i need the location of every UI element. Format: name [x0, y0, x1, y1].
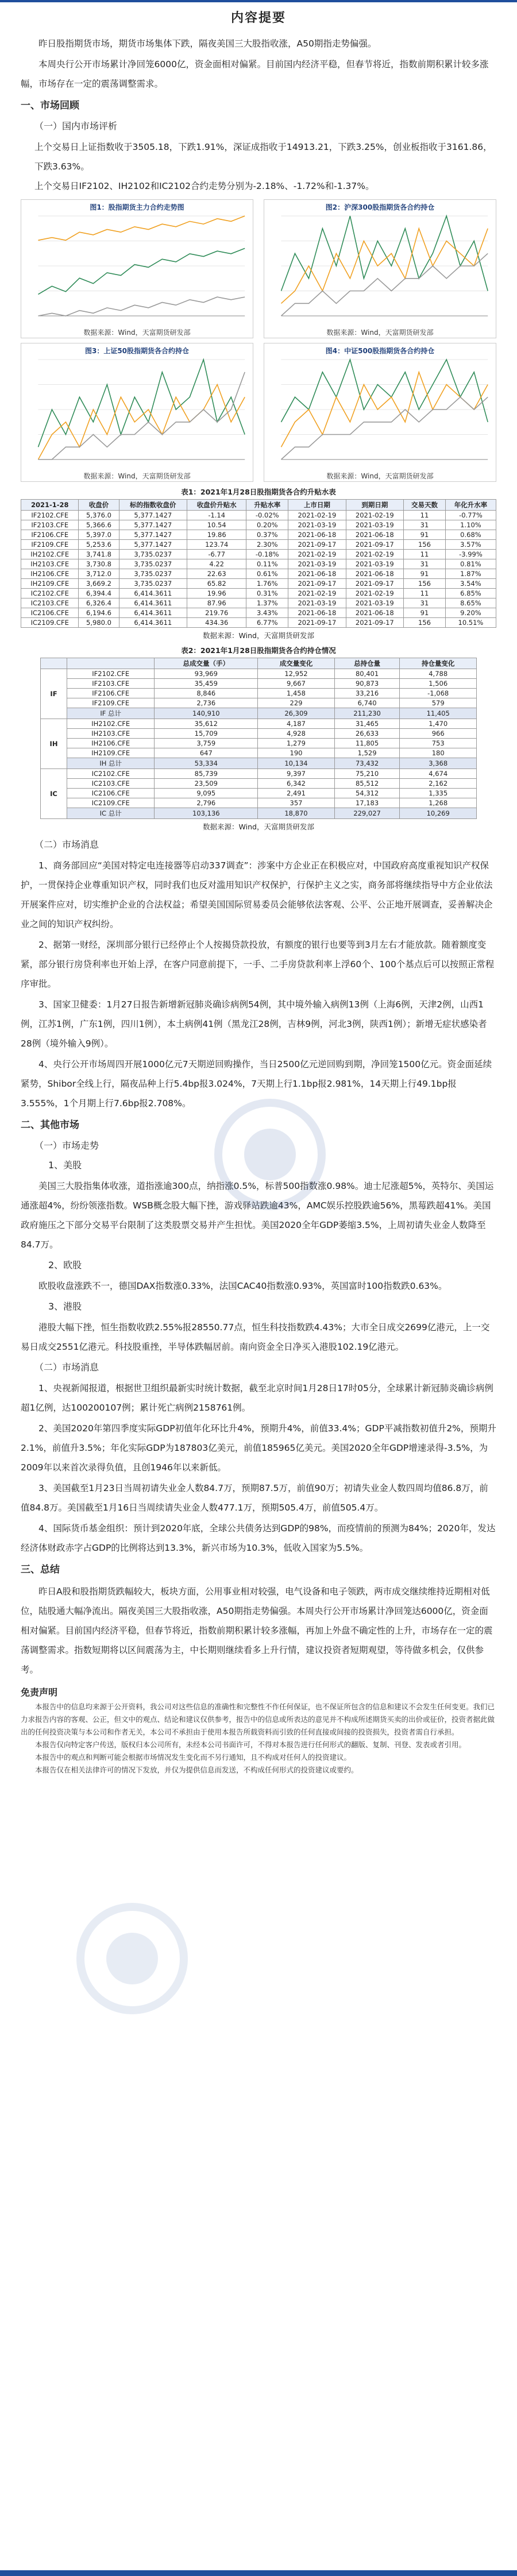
table-cell: 3,368	[400, 758, 477, 769]
table-cell: 156	[404, 579, 446, 589]
table-cell: 3,741.8	[79, 550, 119, 559]
table-cell: 4,788	[400, 669, 477, 679]
table-cell: IF2106.CFE	[21, 530, 79, 540]
table-cell: 4.22	[187, 559, 246, 569]
series-line	[38, 360, 245, 447]
table-cell: 4,674	[400, 769, 477, 779]
table-cell: IF2102.CFE	[67, 669, 155, 679]
table-row	[41, 798, 477, 808]
chart-title: 图3：上证50股指期货各合约持仓	[84, 347, 190, 355]
table-cell: 10,269	[400, 808, 477, 819]
table-cell: IH2106.CFE	[21, 569, 79, 579]
table-cell: 11	[404, 589, 446, 598]
chart-4-plot	[268, 355, 492, 470]
table-cell: 93,969	[155, 669, 258, 679]
chart-source: 数据来源：Wind，天富期货研发部	[326, 472, 434, 480]
table-row	[21, 579, 496, 589]
table-row	[21, 550, 496, 559]
table-cell: 9,667	[258, 679, 335, 689]
table-cell: IH2103.CFE	[67, 729, 155, 739]
table-cell: 2021-06-18	[346, 608, 403, 618]
table-row	[21, 608, 496, 618]
table-cell: IH2109.CFE	[67, 748, 155, 758]
table-cell: -0.18%	[246, 550, 288, 559]
table-cell: 0.31%	[246, 589, 288, 598]
table-cell: IC2109.CFE	[67, 798, 155, 808]
table-cell: 31,465	[334, 719, 400, 729]
table-cell: 2021-06-18	[288, 569, 346, 579]
table-row	[41, 779, 477, 789]
table-cell: 8.65%	[445, 598, 496, 608]
series-line	[38, 216, 245, 240]
table2-caption: 表2：2021年1月28日股指期货各合约持仓情况	[181, 646, 336, 655]
table-cell: 54,312	[334, 789, 400, 798]
table-row	[41, 808, 477, 819]
table-cell: 0.61%	[246, 569, 288, 579]
series-line	[38, 297, 245, 316]
table-cell: 9.20%	[445, 608, 496, 618]
table-cell: 2021-02-19	[346, 550, 403, 559]
table-row	[21, 598, 496, 608]
table-cell: 12,952	[258, 669, 335, 679]
series-line	[281, 253, 488, 316]
table-row	[41, 729, 477, 739]
chart-source: 数据来源：Wind，天富期货研发部	[83, 472, 191, 480]
table-cell: 85,739	[155, 769, 258, 779]
table-header-cell: 上市日期	[288, 500, 346, 511]
table-cell: 190	[258, 748, 335, 758]
table-cell: 3,735.0237	[119, 579, 187, 589]
table-cell: 1,268	[400, 798, 477, 808]
table-cell: 156	[404, 540, 446, 550]
table-cell: 19.96	[187, 589, 246, 598]
chart-source: 数据来源：Wind，天富期货研发部	[83, 329, 191, 337]
table-cell: 11,405	[400, 708, 477, 719]
bottom-rule	[0, 2570, 517, 2576]
news-item: 4、央行公开市场周四开展1000亿元7天期逆回购操作，当日2500亿元逆回购到期，净回笼1500亿元。资金面延续紧势，Shibor全线上行，隔夜品种上行5.4bp报3.024%，7天期上行1.1bp报2.981%，14天期上行49.1bp报3.555%，1个月期上行7.6bp报2.708%。	[21, 1059, 492, 1109]
table-cell: 2021-09-17	[288, 540, 346, 550]
table-row	[21, 511, 496, 520]
table-cell: 579	[400, 698, 477, 708]
news-item: 4、国际货币基金组织：预计到2020年底，全球公共债务达到GDP的98%，而疫情前的预测为84%；2020年，发达经济体财政赤字占GDP的比例将达到13.3%，新兴市场为10.3%，低收入国家为5.5%。	[21, 1523, 496, 1553]
table-cell: 91	[404, 530, 446, 540]
chart-source: 数据来源：Wind，天富期货研发部	[326, 329, 434, 337]
table-cell: 6,414.3611	[119, 589, 187, 598]
series-line	[281, 360, 488, 422]
table-cell: IC2102.CFE	[67, 769, 155, 779]
chart-1-plot	[25, 211, 249, 326]
table-cell: 0.37%	[246, 530, 288, 540]
table-cell: 3,669.2	[79, 579, 119, 589]
table-cell: 6,414.3611	[119, 598, 187, 608]
table-cell: 229	[258, 698, 335, 708]
table-cell: IC2106.CFE	[67, 789, 155, 798]
table-cell: 19.86	[187, 530, 246, 540]
summary-paragraph: 本周央行公开市场累计净回笼6000亿，资金面相对偏紧。目前国内经济平稳，但春节将近，指数前期积累计较多涨幅，市场存在一定的震荡调整需求。	[21, 59, 489, 89]
table-cell: 15,709	[155, 729, 258, 739]
disclaimer-title: 免责声明	[21, 1687, 58, 1698]
table-cell: 2021-03-19	[346, 559, 403, 569]
table-row	[21, 618, 496, 628]
disclaimer-paragraph: 本报告仅在相关法律许可的情况下发放，并仅为提供信息而发送，不构成任何形式的投资建议或要约。	[35, 1766, 358, 1774]
table-cell: 6.85%	[445, 589, 496, 598]
table-cell: 11	[404, 550, 446, 559]
table-cell: 5,377.1427	[119, 520, 187, 530]
charts-grid	[21, 199, 496, 482]
table-cell: 9,095	[155, 789, 258, 798]
table-cell: IC2109.CFE	[21, 618, 79, 628]
series-line	[281, 397, 488, 459]
table-cell: 2021-03-19	[288, 520, 346, 530]
section-heading: 一、市场回顾	[21, 100, 79, 111]
table-cell: 180	[400, 748, 477, 758]
table-cell: 31	[404, 520, 446, 530]
table-cell: IF2102.CFE	[21, 511, 79, 520]
table-cell: -1.14	[187, 511, 246, 520]
table-row	[41, 698, 477, 708]
table-cell: 0.68%	[445, 530, 496, 540]
series-line	[38, 248, 245, 294]
news-item: 1、央视新闻报道，根据世卫组织最新实时统计数据，截至北京时间1月28日17时05分，全球累计新冠肺炎确诊病例超1亿例，达100200107例；累计死亡病例2158761例。	[21, 1383, 493, 1413]
table-cell: IH2103.CFE	[21, 559, 79, 569]
table-cell: 2,491	[258, 789, 335, 798]
series-line	[281, 216, 488, 291]
position-table	[40, 658, 477, 819]
table-cell: 123.74	[187, 540, 246, 550]
table-cell: 2021-02-19	[346, 511, 403, 520]
table-cell: 2021-06-18	[288, 530, 346, 540]
table-cell: 5,397.0	[79, 530, 119, 540]
table-cell: 18,870	[258, 808, 335, 819]
table-cell: 35,459	[155, 679, 258, 689]
disclaimer-paragraph: 本报告仅向特定客户传送，版权归本公司所有，未经本公司书面许可，不得对本报告进行任何形式的翻版、复制、刊登、发表或者引用。	[35, 1740, 466, 1749]
chart-2	[264, 199, 496, 338]
table-cell: 6,342	[258, 779, 335, 789]
table-header-cell: 总成交量（手）	[155, 658, 258, 669]
table1-caption: 表1：2021年1月28日股指期货各合约升贴水表	[181, 488, 336, 496]
market-text: 欧股收盘涨跌不一，德国DAX指数涨0.33%，法国CAC40指数涨0.93%，英国富时100指数跌0.63%。	[38, 1281, 447, 1291]
news-item: 1、商务部回应“美国对特定电连接器等启动337调查”：涉案中方企业正在积极应对，中国政府高度重视知识产权保护，一贯保持企业尊重知识产权，同时我们也反对滥用知识产权保护，行保护主义之实，商务部将继续指导中方企业依法开展案件应对，切实维护企业的合法权益；希望美国国际贸易委员会能够依法客观、公平、公正地开展调查，妥善解决企业之间的知识产权纠纷。	[21, 860, 493, 929]
conclusion-text: 昨日A股和股指期货跌幅较大，板块方面，公用事业相对较强，电气设备和电子领跌，两市成交继续维持近期相对低位，陆股通大幅净流出。隔夜美国三大股指收涨，A50期指走势偏强。本周央行公开市场累计净回笼达6000亿，资金面相对偏紧。目前国内经济平稳，但春节将近，指数前期积累计较多涨幅，再加上外盘不确定性的上升，市场存在一定的震荡调整需求。指数短期将以区间震荡为主，中长期则继续看多上升行情，建议投资者短期观望，等待做多机会，仅供参考。	[21, 1586, 493, 1675]
table-cell: 211,230	[334, 708, 400, 719]
table-cell: 5,377.1427	[119, 540, 187, 550]
table-cell: 3,735.0237	[119, 559, 187, 569]
table-cell: IC2106.CFE	[21, 608, 79, 618]
chart-title: 图1：股指期货主力合约走势图	[90, 203, 184, 211]
subsection-heading: （二）市场消息	[34, 1362, 99, 1373]
table-cell: 91	[404, 569, 446, 579]
table-cell: 33,216	[334, 689, 400, 698]
table-cell: 10.54	[187, 520, 246, 530]
table-cell: 2021-09-17	[346, 579, 403, 589]
table-cell: 2021-02-19	[288, 511, 346, 520]
table-cell: 80,401	[334, 669, 400, 679]
chart-3	[21, 343, 253, 482]
table-cell: 6,414.3611	[119, 608, 187, 618]
market-heading: 3、港股	[48, 1301, 82, 1312]
table-cell: 2.30%	[246, 540, 288, 550]
table-cell: -1,068	[400, 689, 477, 698]
table-cell: 4,928	[258, 729, 335, 739]
market-text: 美国三大股指集体收涨，道指涨逾300点，纳指涨0.5%，标普500指数涨0.98%。迪士尼涨超5%，英特尔、美国运通涨超4%，纷纷领涨指数。WSB概念股大幅下挫，游戏驿站跌逾43%，AMC娱乐控股跌逾56%，黑莓跌超41%。美国政府施压之下部分交易平台限制了这类股票交易并产生担忧。美国2020全年GDP萎缩3.5%，上周初请失业金人数降至84.7万。	[21, 1181, 494, 1250]
table-cell: 1,279	[258, 739, 335, 748]
disclaimer-paragraph: 本报告中的信息均来源于公开资料，我公司对这些信息的准确性和完整性不作任何保证，也不保证所包含的信息和建议不会发生任何变更。我们已力求报告内容的客观、公正，但文中的观点、结论和建议仅供参考，报告中的信息或所表达的意见并不构成所述期货买卖的出价或征价，投资者据此做出的任何投资决策与本公司和作者无关，本公司不承担由于使用本报告所载资料而引致的任何直接或间接的投资损失，投资者需自行承担。	[21, 1702, 495, 1736]
table-cell: 6,194.6	[79, 608, 119, 618]
table-group-label: IF	[41, 669, 67, 719]
table-row	[41, 689, 477, 698]
table-cell: 647	[155, 748, 258, 758]
table-cell: -3.99%	[445, 550, 496, 559]
doc-title: 内容提要	[230, 11, 286, 25]
table-group-label: IH	[41, 719, 67, 769]
table-cell: IH2106.CFE	[67, 739, 155, 748]
table-row	[21, 530, 496, 540]
table-header-cell: 标的指数收盘价	[119, 500, 187, 511]
table-cell: 2021-09-17	[288, 579, 346, 589]
table-cell: IH2102.CFE	[67, 719, 155, 729]
table-cell: 2021-09-17	[288, 618, 346, 628]
table-cell: 6.77%	[246, 618, 288, 628]
market-text: 港股大幅下挫，恒生指数收跌2.55%报28550.77点，恒生科技指数跌4.43%；大市全日成交2699亿港元，上一交易日成交2551亿港元。科技股重挫，半导体跌幅居前。南向资金全日净买入港股102.19亿港元。	[21, 1322, 490, 1352]
table-cell: 6,394.4	[79, 589, 119, 598]
table-cell: 1.76%	[246, 579, 288, 589]
table-row	[41, 708, 477, 719]
table-cell: 2,796	[155, 798, 258, 808]
news-item: 2、美国2020年第四季度实际GDP初值年化环比升4%，预期升4%，前值33.4%；GDP平减指数初值升2%，预期升2.1%，前值升3.5%；年化实际GDP为187803亿美元，前值185965亿美元。美国2020全年GDP增速录得-3.5%，为2009年以来首次录得负值，且创1946年以来新低。	[21, 1423, 496, 1473]
news-item: 3、美国截至1月23日当周初请失业金人数84.7万，预期87.5万，前值90万；初请失业金人数四周均值86.8万，前值84.8万。美国截至1月16日当周续请失业金人数477.1万，预期505.4万，前值505.4万。	[21, 1483, 488, 1513]
table-cell: IF2103.CFE	[67, 679, 155, 689]
table-cell: 11	[404, 511, 446, 520]
table-cell: -0.77%	[445, 511, 496, 520]
review-line: 上个交易日上证指数收于3505.18，下跌1.91%，深证成指收于14913.21，下跌3.25%，创业板指收于3161.86，下跌3.63%。	[34, 142, 492, 172]
table-cell: 2021-03-19	[288, 598, 346, 608]
table-cell: 22.63	[187, 569, 246, 579]
table-row	[41, 748, 477, 758]
table-cell: 140,910	[155, 708, 258, 719]
chart-4	[264, 343, 496, 482]
table-cell: 219.76	[187, 608, 246, 618]
disclaimer-paragraph: 本报告中的观点和判断可能会根据市场情况发生变化而不另行通知，且不构成对任何人的投资建议。	[35, 1753, 352, 1762]
chart-1	[21, 199, 253, 338]
table-header-cell	[41, 658, 67, 669]
table-cell: IH2102.CFE	[21, 550, 79, 559]
table-cell: 5,377.1427	[119, 511, 187, 520]
table-header-cell: 2021-1-28	[21, 500, 79, 511]
table-cell: IC 总计	[67, 808, 155, 819]
table-header-cell: 总持仓量	[334, 658, 400, 669]
table-cell: 87.96	[187, 598, 246, 608]
table-cell: 1.87%	[445, 569, 496, 579]
table-cell: 5,253.6	[79, 540, 119, 550]
table-cell: 3,712.0	[79, 569, 119, 579]
table-header-cell: 持仓量变化	[400, 658, 477, 669]
table-header-cell: 收盘价	[79, 500, 119, 511]
table-header-cell: 交易天数	[404, 500, 446, 511]
table-cell: 103,136	[155, 808, 258, 819]
table-cell: 2021-03-19	[288, 559, 346, 569]
table1-source: 数据来源：Wind，天富期货研发部	[203, 631, 314, 640]
table-cell: 17,183	[334, 798, 400, 808]
table-cell: 75,210	[334, 769, 400, 779]
table-cell: 0.81%	[445, 559, 496, 569]
watermark-logo	[69, 1895, 195, 2079]
table-cell: 2021-03-19	[346, 598, 403, 608]
table-cell: 5,376.0	[79, 511, 119, 520]
table-cell: 85,512	[334, 779, 400, 789]
table-cell: 1,458	[258, 689, 335, 698]
table-cell: -6.77	[187, 550, 246, 559]
table-cell: 3,735.0237	[119, 569, 187, 579]
section-heading: 三、总结	[21, 1564, 60, 1575]
table-row	[21, 540, 496, 550]
table-cell: 2021-06-18	[346, 530, 403, 540]
table-cell: 23,509	[155, 779, 258, 789]
table-cell: 53,334	[155, 758, 258, 769]
subsection-heading: （一）国内市场评析	[34, 121, 118, 132]
table-header-cell: 收盘价升贴水	[187, 500, 246, 511]
table-cell: 73,432	[334, 758, 400, 769]
table-cell: 2021-06-18	[346, 569, 403, 579]
table-cell: IC2103.CFE	[21, 598, 79, 608]
table-cell: 26,633	[334, 729, 400, 739]
section-heading: 二、其他市场	[21, 1119, 79, 1131]
market-heading: 1、美股	[48, 1160, 82, 1171]
table-cell: 1.37%	[246, 598, 288, 608]
table-row	[41, 769, 477, 779]
table-cell: 1.10%	[445, 520, 496, 530]
table-cell: 4,187	[258, 719, 335, 729]
table-cell: 6,414.3611	[119, 618, 187, 628]
table-cell: 3,730.8	[79, 559, 119, 569]
table-cell: 753	[400, 739, 477, 748]
table-cell: 0.20%	[246, 520, 288, 530]
table-cell: 434.36	[187, 618, 246, 628]
table-row	[21, 559, 496, 569]
subsection-heading: （二）市场消息	[34, 839, 99, 850]
table-cell: 2021-03-19	[346, 520, 403, 530]
table-cell: -0.02%	[246, 511, 288, 520]
table-cell: IC2102.CFE	[21, 589, 79, 598]
news-item: 3、国家卫健委：1月27日报告新增新冠肺炎确诊病例54例，其中境外输入病例13例（上海6例，天津2例，山西1例，江苏1例，广东1例，四川1例），本土病例41例（黑龙江28例，吉林9例，河北3例，陕西1例）；新增无症状感染者28例（境外输入9例）。	[21, 999, 487, 1049]
table-cell: 6,740	[334, 698, 400, 708]
table-header-cell: 到期日期	[346, 500, 403, 511]
table-row	[41, 789, 477, 798]
table-cell: IH2109.CFE	[21, 579, 79, 589]
table-cell: 35,612	[155, 719, 258, 729]
series-line	[38, 385, 245, 460]
table-cell: 90,873	[334, 679, 400, 689]
table-cell: IF2109.CFE	[21, 540, 79, 550]
table-cell: IF2103.CFE	[21, 520, 79, 530]
table-cell: 3.43%	[246, 608, 288, 618]
table-header-cell: 升贴水率	[246, 500, 288, 511]
table-cell: 1,529	[334, 748, 400, 758]
subsection-heading: （一）市场走势	[34, 1140, 99, 1151]
table-cell: 6,326.4	[79, 598, 119, 608]
table-cell: IF2106.CFE	[67, 689, 155, 698]
table-cell: 2021-09-17	[346, 618, 403, 628]
table-cell: 91	[404, 608, 446, 618]
table-cell: 966	[400, 729, 477, 739]
table-cell: 2,162	[400, 779, 477, 789]
table-row	[41, 669, 477, 679]
market-heading: 2、欧股	[48, 1260, 82, 1270]
table-cell: 5,366.6	[79, 520, 119, 530]
table-cell: 357	[258, 798, 335, 808]
table-row	[41, 679, 477, 689]
table-cell: 2,736	[155, 698, 258, 708]
chart-2-plot	[268, 211, 492, 326]
table-cell: 26,309	[258, 708, 335, 719]
table-header-cell: 年化升水率	[445, 500, 496, 511]
table-cell: IF 总计	[67, 708, 155, 719]
table-cell: 229,027	[334, 808, 400, 819]
table-cell: 3,735.0237	[119, 550, 187, 559]
table-row	[41, 758, 477, 769]
table-header-cell: 成交量变化	[258, 658, 335, 669]
table-cell: 2021-09-17	[346, 540, 403, 550]
table-cell: 2021-02-19	[346, 589, 403, 598]
top-rule	[0, 0, 517, 2]
table-cell: IC2103.CFE	[67, 779, 155, 789]
table-cell: 5,377.1427	[119, 530, 187, 540]
table-cell: 1,506	[400, 679, 477, 689]
table-cell: 1,470	[400, 719, 477, 729]
table-row	[41, 719, 477, 729]
chart-3-plot	[25, 355, 249, 470]
table-cell: 5,980.0	[79, 618, 119, 628]
table-header-cell	[67, 658, 155, 669]
table-cell: 3.54%	[445, 579, 496, 589]
summary-paragraph: 昨日股指期货市场，期货市场集体下跌，隔夜美国三大股指收涨，A50期指走势偏强。	[38, 38, 377, 49]
table-cell: 9,397	[258, 769, 335, 779]
chart-title: 图2：沪深300股指期货各合约持仓	[325, 203, 435, 211]
table-cell: IH 总计	[67, 758, 155, 769]
table-cell: 1,335	[400, 789, 477, 798]
table-group-label: IC	[41, 769, 67, 819]
basis-table	[21, 499, 496, 628]
table-cell: 65.82	[187, 579, 246, 589]
table-cell: 2021-02-19	[288, 589, 346, 598]
table-cell: 2021-02-19	[288, 550, 346, 559]
table-cell: 31	[404, 598, 446, 608]
table-cell: 2021-06-18	[288, 608, 346, 618]
table-cell: 10.51%	[445, 618, 496, 628]
table-row	[21, 520, 496, 530]
table2-source: 数据来源：Wind，天富期货研发部	[203, 822, 314, 831]
table-row	[21, 589, 496, 598]
chart-title: 图4：中证500股指期货各合约持仓	[325, 347, 435, 355]
review-line: 上个交易日IF2102、IH2102和IC2102合约走势分别为-2.18%、-1.72%和-1.37%。	[34, 181, 375, 191]
table-cell: 3,759	[155, 739, 258, 748]
table-cell: 10,134	[258, 758, 335, 769]
table-cell: 0.11%	[246, 559, 288, 569]
table-cell: 156	[404, 618, 446, 628]
table-cell: 11,805	[334, 739, 400, 748]
news-item: 2、据第一财经，深圳部分银行已经停止个人按揭贷款投放，有额度的银行也要等到3月左右才能放款。随着额度变紧，部分银行房贷利率也开始上浮，在客户同意前提下，一手、二手房贷款利率上浮60个、100个基点后可以按照正常程序审批。	[21, 940, 495, 989]
table-cell: 3.57%	[445, 540, 496, 550]
table-row	[21, 569, 496, 579]
table-cell: IF2109.CFE	[67, 698, 155, 708]
table-row	[41, 739, 477, 748]
table-cell: 8,846	[155, 689, 258, 698]
table-cell: 31	[404, 559, 446, 569]
